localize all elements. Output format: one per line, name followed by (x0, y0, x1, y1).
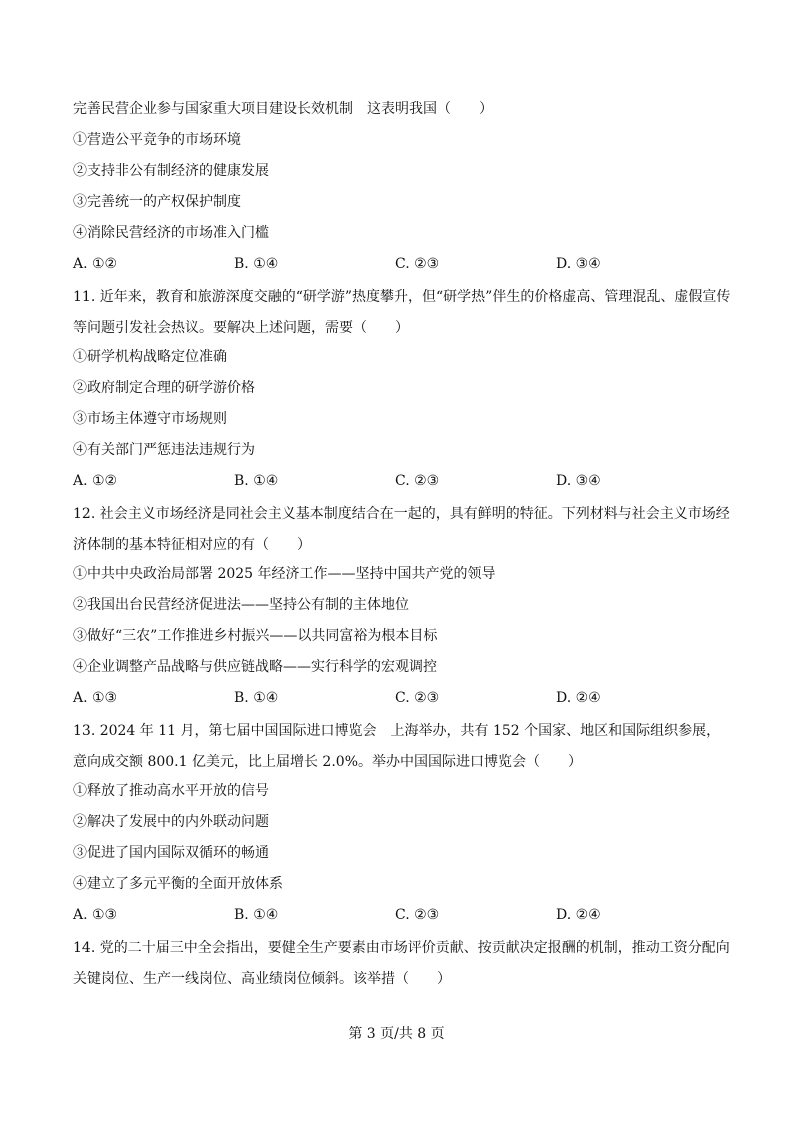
question-14 (73, 933, 733, 995)
option-a: A. ①③ (73, 907, 118, 923)
option-d: D. ③④ (556, 256, 601, 272)
statement-item: ②解决了发展中的内外联动问题 (73, 814, 269, 830)
option-a: A. ①② (73, 473, 118, 489)
statement-item: ③完善统一的产权保护制度 (73, 194, 241, 210)
statement-item: ④有关部门严惩违法违规行为 (73, 442, 255, 458)
statement-item: ①营造公平竞争的市场环境 (73, 132, 241, 148)
option-b: B. ①④ (234, 690, 279, 706)
statement-item: ②政府制定合理的研学游价格 (73, 380, 255, 396)
statement-item: ③做好“三农”工作推进乡村振兴——以共同富裕为根本目标 (73, 628, 438, 644)
question-stem: 13. 2024 年 11 月，第七届中国国际进口博览会 上海举办，共有 152 个国家、地区和国际组织参展，意向成交额 800.1 亿美元，比上届增长 2.0%。举办中国国际进口博览会（ ） (73, 723, 721, 770)
option-a: A. ①③ (73, 690, 118, 706)
option-d: D. ③④ (556, 473, 601, 489)
option-b: B. ①④ (234, 256, 279, 272)
option-d: D. ②④ (556, 907, 601, 923)
statement-item: ①研学机构战略定位准确 (73, 349, 227, 365)
statement-item: ②支持非公有制经济的健康发展 (73, 163, 269, 179)
statement-item: ①释放了推动高水平开放的信号 (73, 783, 269, 799)
option-c: C. ②③ (395, 473, 440, 489)
statement-item: ③市场主体遵守市场规则 (73, 411, 227, 427)
option-b: B. ①④ (234, 473, 279, 489)
statement-item: ①中共中央政治局部署 2025 年经济工作——坚持中国共产党的领导 (73, 566, 496, 582)
answer-options (73, 685, 733, 716)
option-a: A. ①② (73, 256, 118, 272)
question-stem: 完善民营企业参与国家重大项目建设长效机制 这表明我国（ ） (73, 101, 493, 117)
option-c: C. ②③ (395, 907, 440, 923)
question-stem: 12. 社会主义市场经济是同社会主义基本制度结合在一起的，具有鲜明的特征。下列材料与社会主义市场经济体制的基本特征相对应的有（ ） (73, 506, 730, 553)
question-12 (73, 499, 733, 716)
statement-item: ④企业调整产品战略与供应链战略——实行科学的宏观调控 (73, 659, 437, 675)
answer-options (73, 902, 733, 933)
answer-options (73, 468, 733, 499)
page-content (73, 96, 733, 995)
option-b: B. ①④ (234, 907, 279, 923)
question-13 (73, 716, 733, 933)
option-c: C. ②③ (395, 256, 440, 272)
question-10 (73, 96, 733, 282)
statement-item: ④建立了多元平衡的全面开放体系 (73, 876, 283, 892)
question-stem: 11. 近年来，教育和旅游深度交融的“研学游”热度攀升，但“研学热”伴生的价格虚高、管理混乱、虚假宣传等问题引发社会热议。要解决上述问题，需要（ ） (73, 289, 731, 336)
statement-item: ②我国出台民营经济促进法——坚持公有制的主体地位 (73, 597, 409, 613)
option-c: C. ②③ (395, 690, 440, 706)
question-stem: 14. 党的二十届三中全会指出，要健全生产要素由市场评价贡献、按贡献决定报酬的机制，推动工资分配向关键岗位、生产一线岗位、高业绩岗位倾斜。该举措（ ） (73, 940, 730, 987)
statement-item: ③促进了国内国际双循环的畅通 (73, 845, 269, 861)
page-number: 第 3 页/共 8 页 (348, 1026, 445, 1042)
option-d: D. ②④ (556, 690, 601, 706)
answer-options (73, 251, 733, 282)
question-11 (73, 282, 733, 499)
statement-item: ④消除民营经济的市场准入门槛 (73, 225, 269, 241)
